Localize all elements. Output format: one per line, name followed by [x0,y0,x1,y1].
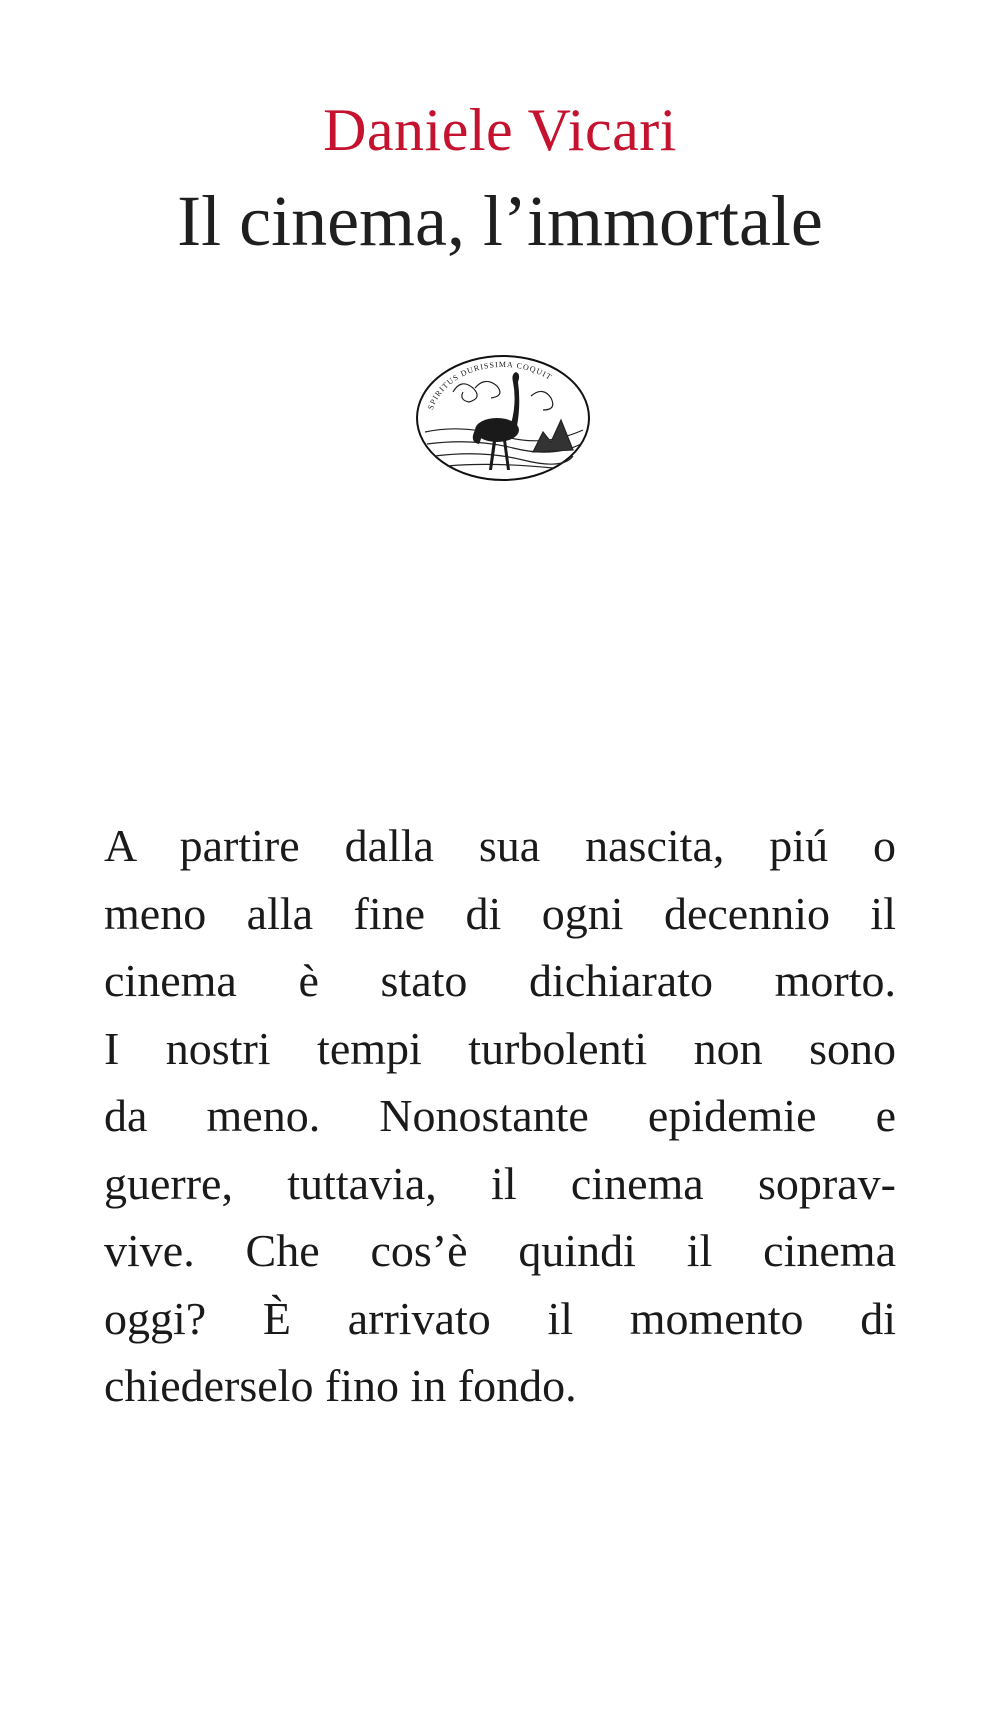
publisher-emblem-ostrich-icon [413,352,593,484]
book-title: Il cinema, l’immortale [177,181,823,261]
blurb-line: cinema è stato dichiarato morto. [104,955,896,1006]
back-cover-blurb [104,812,896,1420]
svg-text:SPIRITUS DURISSIMA COQUIT: SPIRITUS DURISSIMA COQUIT [425,359,554,411]
blurb-line: A partire dalla sua nascita, piú o [104,820,896,871]
blurb-line: meno alla fine di ogni decennio il [104,887,896,939]
blurb-line: chiederselo fino in fondo. [104,1360,577,1411]
author-name: Daniele Vicari [323,97,677,163]
blurb-line: guerre, tuttavia, il cinema soprav- [104,1157,896,1209]
blurb-line: I nostri tempi turbolenti non sono [104,1022,896,1074]
blurb-line: vive. Che cos’è quindi il cinema [104,1225,896,1276]
blurb-line: oggi? È arrivato il momento di [104,1292,896,1344]
blurb-line: da meno. Nonostante epidemie e [104,1090,896,1141]
